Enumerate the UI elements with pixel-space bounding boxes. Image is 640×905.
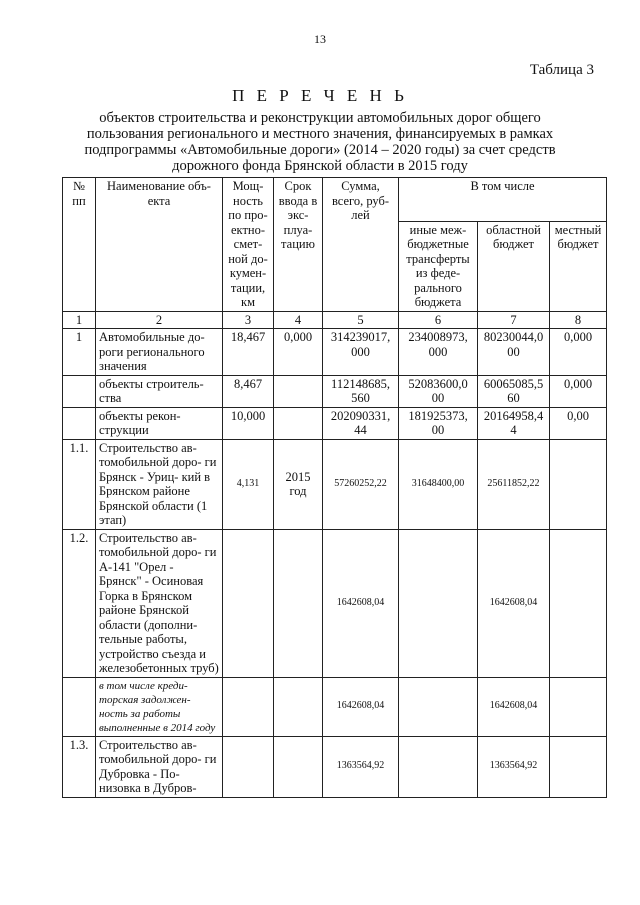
table-row (63, 677, 607, 736)
col-number: 8 (550, 311, 607, 329)
col-number: 2 (96, 311, 223, 329)
row-local (550, 439, 607, 529)
row-inter: 52083600,0 00 (399, 375, 478, 407)
document-heading: П Е Р Е Ч Е Н Ь (232, 86, 408, 105)
row-local (550, 529, 607, 677)
header-local: местный бюджет (550, 221, 607, 311)
row-inter (399, 529, 478, 677)
header-sum: Сумма, всего, руб- лей (323, 178, 399, 312)
col-number: 6 (399, 311, 478, 329)
row-name: объекты рекон- струкции (96, 407, 223, 439)
row-inter: 181925373, 00 (399, 407, 478, 439)
col-number: 4 (274, 311, 323, 329)
table-header-row (63, 178, 607, 222)
row-sum: 57260252,22 (323, 439, 399, 529)
row-power (223, 529, 274, 677)
row-regional: 1363564,92 (478, 736, 550, 797)
row-sum: 314239017, 000 (323, 329, 399, 376)
row-local (550, 736, 607, 797)
row-local: 0,000 (550, 329, 607, 376)
row-name: Строительство ав- томобильной доро- ги Брянск - Уриц- кий в Брянском районе Брянской области (1 этап) (96, 439, 223, 529)
col-number: 3 (223, 311, 274, 329)
header-intertransfer: иные меж- бюджетные трансферты из феде- рального бюджета (399, 221, 478, 311)
row-name: Автомобильные до- роги регионального значения (96, 329, 223, 376)
row-term (274, 407, 323, 439)
row-term: 0,000 (274, 329, 323, 376)
objects-table (62, 177, 607, 798)
row-local (550, 677, 607, 736)
col-number: 5 (323, 311, 399, 329)
row-sum: 202090331, 44 (323, 407, 399, 439)
row-power: 18,467 (223, 329, 274, 376)
row-regional: 25611852,22 (478, 439, 550, 529)
row-num: 1.1. (63, 439, 96, 529)
row-regional: 1642608,04 (478, 529, 550, 677)
row-sum: 1642608,04 (323, 677, 399, 736)
row-num (63, 677, 96, 736)
row-num: 1.3. (63, 736, 96, 797)
row-regional: 20164958,4 4 (478, 407, 550, 439)
row-inter: 234008973, 000 (399, 329, 478, 376)
row-regional: 1642608,04 (478, 677, 550, 736)
header-regional: областной бюджет (478, 221, 550, 311)
header-name: Наименование объ- екта (96, 178, 223, 312)
table-row (63, 329, 607, 376)
row-num: 1.2. (63, 529, 96, 677)
row-power: 4,131 (223, 439, 274, 529)
row-power (223, 736, 274, 797)
col-number: 1 (63, 311, 96, 329)
row-num: 1 (63, 329, 96, 376)
row-inter (399, 736, 478, 797)
row-power (223, 677, 274, 736)
row-sum: 112148685, 560 (323, 375, 399, 407)
column-numbers-row (63, 311, 607, 329)
row-inter (399, 677, 478, 736)
row-power: 8,467 (223, 375, 274, 407)
row-regional: 80230044,0 00 (478, 329, 550, 376)
header-including: В том числе (399, 178, 607, 222)
table-row (63, 375, 607, 407)
row-term (274, 375, 323, 407)
header-power: Мощ- ность по про- ектно- смет- ной до- кумен- тации, км (223, 178, 274, 312)
row-local: 0,00 (550, 407, 607, 439)
row-term (274, 677, 323, 736)
row-term: 2015 год (274, 439, 323, 529)
table-label: Таблица 3 (529, 62, 594, 78)
row-name: Строительство ав- томобильной доро- ги А-141 "Орел - Брянск" - Осиновая Горка в Брянском районе Брянской области (дополни- тельные работы, устройство съезда и железобетонных труб) (96, 529, 223, 677)
table-row (63, 529, 607, 677)
row-term (274, 529, 323, 677)
row-local: 0,000 (550, 375, 607, 407)
row-sum: 1642608,04 (323, 529, 399, 677)
row-sum: 1363564,92 (323, 736, 399, 797)
table-row (63, 736, 607, 797)
row-num (63, 375, 96, 407)
row-name: объекты строитель- ства (96, 375, 223, 407)
row-name: в том числе креди- торская задолжен- ность за работы выполненные в 2014 году (96, 677, 223, 736)
table-row (63, 439, 607, 529)
row-name: Строительство ав- томобильной доро- ги Дубровка - По- низовка в Дубров- (96, 736, 223, 797)
table-row (63, 407, 607, 439)
page-number: 13 (314, 32, 326, 46)
col-number: 7 (478, 311, 550, 329)
row-num (63, 407, 96, 439)
document-subtitle: объектов строительства и реконструкции автомобильных дорог общего пользования регионального и местного значения, финансируемых в рамках подпрограммы «Автомобильные дороги» (2014 – 2020 годы) за счет средств дорожного фонда Брянской области в 2015 году (84, 110, 556, 174)
row-power: 10,000 (223, 407, 274, 439)
header-term: Срок ввода в экс- плуа- тацию (274, 178, 323, 312)
row-term (274, 736, 323, 797)
row-regional: 60065085,5 60 (478, 375, 550, 407)
row-inter: 31648400,00 (399, 439, 478, 529)
header-num: № пп (63, 178, 96, 312)
